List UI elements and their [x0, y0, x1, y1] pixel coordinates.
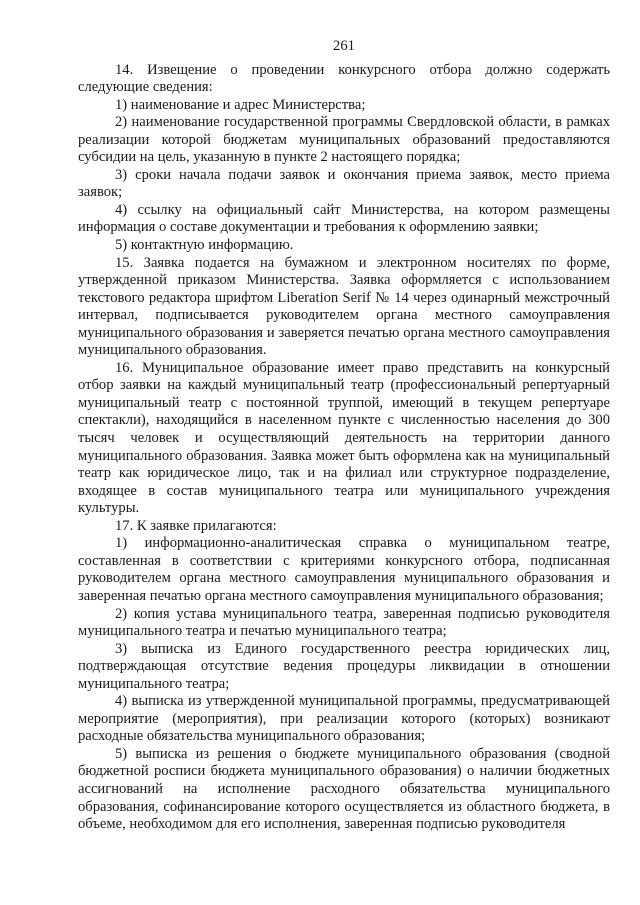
paragraph-17: 17. К заявке прилагаются:: [115, 517, 277, 534]
page-number: 261: [333, 38, 355, 54]
paragraph-17-item-5: 5) выписка из решения о бюджете муниципального образования (сводной бюджетной росписи бюджета муниципального образования) о наличии бюджетных ассигнований на исполнение расходного обязательства муниципального образования, софинансирование которого осуществляется из областного бюджета, в объеме, необходимом для его исполнения, заверенная подписью руководителя: [78, 745, 610, 833]
paragraph-14-item-1: 1) наименование и адрес Министерства;: [115, 96, 366, 113]
paragraph-14-item-2: 2) наименование государственной программы Свердловской области, в рамках реализации которой бюджетам муниципальных образований предоставляются субсидии на цель, указанную в пункте 2 настоящего порядка;: [78, 114, 610, 166]
paragraph-14-item-4: 4) ссылку на официальный сайт Министерства, на котором размещены информация о составе документации и требования к оформлению заявки;: [78, 201, 610, 236]
paragraph-16: 16. Муниципальное образование имеет право представить на конкурсный отбор заявки на каждый муниципальный театр (профессиональный репертуарный муниципальный театр с постоянной труппой, имеющий в текущем репертуаре спектакли), находящийся в населенном пункте с численностью населения до 300 тысяч человек и осуществляющий деятельность на территории данного муниципального образования. Заявка может быть оформлена как на муниципальный театр как юридическое лицо, так и на филиал или структурное подразделение, входящее в состав муниципального театра или муниципального учреждения культуры.: [78, 359, 610, 517]
paragraph-17-item-3: 3) выписка из Единого государственного реестра юридических лиц, подтверждающая отсутствие ведения процедуры ликвидации в отношении муниципального театра;: [78, 640, 610, 692]
paragraph-14-item-5: 5) контактную информацию.: [115, 237, 294, 254]
document-page: [78, 38, 610, 834]
paragraph-14-item-3: 3) сроки начала подачи заявок и окончания приема заявок, место приема заявок;: [78, 166, 610, 201]
paragraph-15: 15. Заявка подается на бумажном и электронном носителях по форме, утвержденной приказом Министерства. Заявка оформляется с использованием текстового редактора шрифтом Liberation Serif № 14 через одинарный межстрочный интервал, подписывается руководителем органа местного самоуправления муниципального образования и заверяется печатью органа местного самоуправления муниципального образования.: [78, 254, 610, 359]
paragraph-17-item-2: 2) копия устава муниципального театра, заверенная подписью руководителя муниципального театра и печатью муниципального театра;: [78, 605, 610, 640]
paragraph-17-item-1: 1) информационно-аналитическая справка о муниципальном театре, составленная в соответствии с критериями конкурсного отбора, подписанная руководителем органа местного самоуправления муниципального образования и заверенная печатью органа местного самоуправления муниципального образования;: [78, 535, 610, 604]
paragraph-17-item-4: 4) выписка из утвержденной муниципальной программы, предусматривающей мероприятие (мероприятия), при реализации которого (которых) возникают расходные обязательства муниципального образования;: [78, 693, 610, 745]
paragraph-14: 14. Извещение о проведении конкурсного отбора должно содержать следующие сведения:: [78, 61, 610, 96]
